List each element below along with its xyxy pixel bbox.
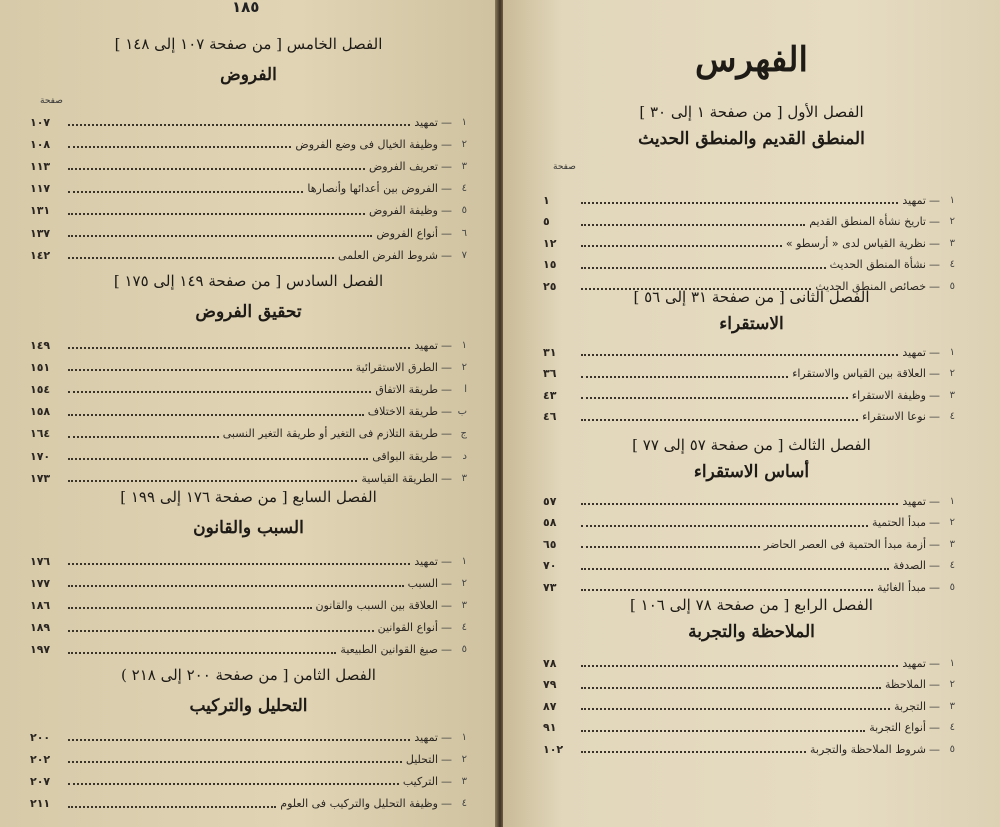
entry-title: شروط الفرض العلمى — [338, 248, 438, 262]
entry-title: نظرية القياس لدى « أرسطو » — [785, 236, 926, 250]
dot-leader — [581, 525, 868, 527]
entry-title: وظيفة الفروض — [369, 204, 438, 218]
entry-dash: — — [441, 730, 452, 744]
entry-page-number: ٦٥ — [543, 537, 557, 551]
page-number: ١٨٥ — [232, 0, 260, 16]
entry-page-number: ١١٣ — [30, 159, 51, 173]
entry-page-number: ٢٥ — [543, 279, 557, 293]
chapter-heading: الفصل الرابع [ من صفحة ٧٨ إلى ١٠٦ ] — [630, 596, 873, 614]
toc-entry — [30, 750, 467, 768]
right-page — [503, 0, 1000, 827]
dot-leader — [68, 168, 365, 170]
entry-dash: — — [929, 516, 940, 529]
dot-leader — [68, 783, 399, 785]
entry-dash: — — [441, 226, 452, 240]
entry-number: ٥ — [949, 581, 955, 593]
entry-page-number: ١٧٦ — [30, 554, 51, 568]
dot-leader — [68, 563, 410, 565]
entry-dash: — — [441, 182, 452, 196]
entry-dash: — — [929, 258, 940, 271]
dot-leader — [581, 419, 858, 421]
entry-dash: — — [929, 678, 940, 691]
entry-number: ٣ — [949, 389, 955, 401]
toc-entry — [30, 447, 467, 465]
entry-number: ٥ — [949, 743, 955, 755]
dot-leader — [581, 568, 889, 570]
entry-page-number: ٧٨ — [543, 656, 557, 670]
entry-page-number: ١٣٧ — [30, 226, 51, 240]
entry-page-number: ١٧٧ — [30, 576, 51, 590]
toc-entry — [30, 113, 467, 131]
chapter-subtitle: الاستقراء — [719, 314, 784, 334]
entry-title: أنواع الفروض — [376, 226, 438, 240]
entry-dash: — — [929, 388, 940, 402]
toc-entry — [30, 157, 467, 175]
entry-page-number: ١٤٢ — [30, 248, 51, 262]
entry-page-number: ٢٠٢ — [30, 752, 51, 766]
entry-number: ٥ — [461, 205, 467, 217]
entry-number: ١ — [461, 116, 467, 128]
entry-number: ب — [457, 406, 467, 418]
entry-title: الملاحظة — [884, 678, 926, 691]
index-title: الفهرس — [695, 40, 808, 80]
entry-title: الطريقة القياسية — [361, 471, 438, 485]
entry-title: تمهيد — [414, 115, 438, 129]
dot-leader — [68, 458, 368, 460]
entry-title: أنواع التجربة — [869, 721, 926, 734]
dot-leader — [68, 414, 364, 416]
toc-entry — [30, 336, 467, 354]
entry-title: العلاقة بين السبب والقانون — [315, 598, 438, 612]
entry-title: الطرق الاستقرائية — [355, 360, 438, 374]
dot-leader — [68, 739, 410, 741]
entry-dash: — — [441, 621, 452, 635]
entry-page-number: ١١٧ — [30, 182, 51, 196]
toc-entry — [30, 403, 467, 421]
dot-leader — [68, 369, 352, 371]
dot-leader — [68, 607, 312, 609]
dot-leader — [581, 665, 898, 667]
entry-page-number: ٨٧ — [543, 699, 557, 713]
toc-entry — [543, 719, 955, 737]
left-page — [0, 0, 497, 827]
entry-title: مبدأ الغائية — [877, 580, 926, 594]
entry-title: الصدفة — [893, 559, 926, 572]
entry-number: ٥ — [949, 280, 955, 292]
dot-leader — [68, 391, 371, 393]
toc-entry — [30, 224, 467, 242]
entry-number: ٣ — [461, 472, 467, 484]
entry-page-number: ٧٩ — [543, 678, 557, 691]
entry-page-number: ٢٠٧ — [30, 774, 51, 788]
entry-title: التركيب — [402, 774, 438, 788]
toc-entry — [30, 469, 467, 487]
entry-title: طريقة التلازم فى التغير أو طريقة التغير النسبى — [222, 427, 438, 441]
entry-dash: — — [929, 236, 940, 250]
entry-title: وظيفة التحليل والتركيب فى العلوم — [280, 797, 438, 811]
toc-entry — [543, 535, 955, 553]
dot-leader — [581, 376, 788, 378]
entry-title: نشأة المنطق الحديث — [829, 258, 926, 271]
entry-page-number: ٥ — [543, 215, 550, 228]
chapter-heading: الفصل السادس [ من صفحة ١٤٩ إلى ١٧٥ ] — [113, 272, 384, 290]
entry-number: ٤ — [949, 411, 955, 422]
toc-entry — [543, 234, 955, 252]
toc-entry — [543, 676, 955, 694]
dot-leader — [581, 224, 805, 226]
dot-leader — [68, 146, 291, 148]
entry-dash: — — [441, 405, 452, 419]
dot-leader — [68, 436, 219, 438]
entry-number: ٤ — [949, 259, 955, 270]
entry-page-number: ٢١١ — [30, 797, 51, 811]
entry-dash: — — [441, 137, 452, 151]
entry-number: ٤ — [461, 183, 467, 195]
entry-number: ١ — [461, 555, 467, 567]
dot-leader — [581, 708, 890, 710]
entry-title: الفروض بين أعدائها وأنصارها — [307, 182, 438, 196]
entry-title: تمهيد — [414, 554, 438, 568]
entry-page-number: ١٥٨ — [30, 405, 51, 419]
entry-number: ١ — [461, 731, 467, 743]
entry-page-number: ١٥١ — [30, 360, 51, 374]
toc-entry — [543, 191, 955, 209]
entry-title: شروط الملاحظة والتجربة — [810, 742, 926, 756]
entry-title: نوعا الاستقراء — [862, 410, 926, 423]
entry-title: تمهيد — [902, 656, 926, 670]
toc-entry — [543, 557, 955, 575]
toc-entry — [543, 386, 955, 404]
dot-leader — [68, 630, 374, 632]
entry-number: ٢ — [949, 368, 955, 379]
entry-dash: — — [441, 598, 452, 612]
entry-page-number: ٧٣ — [543, 580, 557, 594]
entry-dash: — — [441, 248, 452, 262]
entry-title: تمهيد — [902, 193, 926, 207]
entry-title: تمهيد — [902, 494, 926, 508]
entry-page-number: ١٨٩ — [30, 621, 51, 635]
chapter-subtitle: الملاحظة والتجربة — [688, 622, 815, 642]
entry-number: ٤ — [949, 560, 955, 571]
entry-dash: — — [929, 656, 940, 670]
entry-number: ٤ — [461, 622, 467, 634]
entry-number: ٣ — [461, 599, 467, 611]
entry-number: ٣ — [461, 160, 467, 172]
entry-title: وظيفة الخيال فى وضع الفروض — [295, 137, 438, 151]
toc-entry — [30, 619, 467, 637]
entry-dash: — — [929, 367, 940, 380]
entry-number: ١ — [461, 339, 467, 351]
entry-page-number: ٣١ — [543, 345, 557, 359]
entry-number: ٤ — [461, 798, 467, 810]
entry-dash: — — [929, 279, 940, 293]
entry-title: التجربة — [894, 699, 926, 713]
entry-page-number: ١٠٢ — [543, 742, 564, 756]
chapter-heading: الفصل الأول [ من صفحة ١ إلى ٣٠ ] — [639, 103, 864, 121]
entry-title: تمهيد — [902, 345, 926, 359]
toc-entry — [30, 552, 467, 570]
entry-dash: — — [929, 193, 940, 207]
page-column-label: صفحة — [40, 96, 63, 106]
dot-leader — [68, 806, 276, 808]
entry-title: أزمة مبدأ الحتمية فى العصر الحاضر — [763, 537, 926, 551]
toc-entry — [30, 772, 467, 790]
toc-entry — [543, 697, 955, 715]
toc-entry — [543, 740, 955, 758]
dot-leader — [581, 397, 848, 399]
entry-number: ١ — [949, 346, 955, 358]
toc-entry — [30, 180, 467, 198]
dot-leader — [581, 730, 865, 732]
entry-title: مبدأ الحتمية — [872, 516, 926, 529]
chapter-heading: الفصل السابع [ من صفحة ١٧٦ إلى ١٩٩ ] — [120, 488, 377, 506]
entry-page-number: ١٢ — [543, 236, 557, 250]
entry-page-number: ١٨٦ — [30, 598, 51, 612]
entry-page-number: ٤٦ — [543, 410, 557, 423]
dot-leader — [68, 347, 410, 349]
toc-entry — [30, 795, 467, 813]
entry-dash: — — [441, 115, 452, 129]
toc-entry — [30, 380, 467, 398]
entry-title: تعريف الفروض — [368, 159, 438, 173]
entry-number: ٢ — [461, 138, 467, 150]
entry-number: ٣ — [949, 538, 955, 550]
toc-entry — [543, 514, 955, 532]
entry-title: طريقة الاختلاف — [367, 405, 438, 419]
toc-entry — [30, 574, 467, 592]
chapter-heading: الفصل الثانى [ من صفحة ٣١ إلى ٥٦ ] — [633, 288, 870, 306]
entry-dash: — — [929, 345, 940, 359]
dot-leader — [581, 267, 826, 269]
entry-dash: — — [441, 427, 452, 441]
entry-number: ١ — [949, 495, 955, 507]
toc-entry — [543, 256, 955, 274]
toc-entry — [30, 358, 467, 376]
entry-dash: — — [441, 204, 452, 218]
entry-number: ٣ — [949, 237, 955, 249]
toc-entry — [543, 654, 955, 672]
entry-page-number: ١ — [543, 193, 550, 207]
dot-leader — [68, 191, 303, 193]
toc-entry — [30, 641, 467, 659]
entry-title: أنواع القوانين — [377, 621, 438, 635]
entry-dash: — — [929, 494, 940, 508]
entry-dash: — — [441, 338, 452, 352]
toc-entry — [30, 202, 467, 220]
entry-page-number: ١٥ — [543, 258, 557, 271]
entry-title: طريقة الاتفاق — [375, 382, 438, 396]
entry-dash: — — [441, 774, 452, 788]
entry-number: ٣ — [949, 700, 955, 712]
entry-dash: — — [441, 360, 452, 374]
entry-number: ٤ — [949, 722, 955, 733]
entry-page-number: ٩١ — [543, 721, 557, 734]
entry-page-number: ٣٦ — [543, 367, 557, 380]
entry-dash: — — [441, 576, 452, 590]
entry-title: السبب — [407, 576, 438, 590]
dot-leader — [68, 235, 372, 237]
entry-dash: — — [441, 382, 452, 396]
entry-dash: — — [929, 742, 940, 756]
entry-number: ٢ — [461, 361, 467, 373]
dot-leader — [581, 245, 782, 247]
chapter-subtitle: أساس الاستقراء — [693, 462, 810, 482]
dot-leader — [581, 354, 898, 356]
entry-number: ٥ — [461, 644, 467, 656]
entry-number: د — [462, 450, 467, 462]
entry-dash: — — [441, 159, 452, 173]
entry-title: العلاقة بين القياس والاستقراء — [792, 367, 926, 380]
dot-leader — [581, 546, 760, 548]
dot-leader — [581, 589, 873, 591]
chapter-subtitle: تحقيق الفروض — [195, 302, 302, 322]
entry-title: وظيفة الاستقراء — [851, 388, 926, 402]
entry-page-number: ١٣١ — [30, 204, 51, 218]
entry-number: ٢ — [949, 679, 955, 690]
entry-page-number: ١٤٩ — [30, 338, 51, 352]
entry-title: صيغ القوانين الطبيعية — [340, 643, 438, 657]
entry-page-number: ١٦٤ — [30, 427, 51, 441]
dot-leader — [68, 480, 357, 482]
chapter-heading: الفصل الثالث [ من صفحة ٥٧ إلى ٧٧ ] — [632, 436, 871, 454]
toc-entry — [30, 135, 467, 153]
entry-dash: — — [441, 554, 452, 568]
entry-dash: — — [929, 537, 940, 551]
entry-page-number: ٥٧ — [543, 494, 557, 508]
entry-dash: — — [441, 449, 452, 463]
entry-page-number: ١٠٨ — [30, 137, 51, 151]
entry-number: ا — [464, 383, 467, 395]
entry-number: ٣ — [461, 775, 467, 787]
toc-entry — [543, 578, 955, 596]
entry-number: ١ — [949, 194, 955, 206]
entry-number: ٢ — [949, 517, 955, 528]
entry-dash: — — [929, 721, 940, 734]
toc-entry — [543, 365, 955, 383]
chapter-heading: الفصل الثامن [ من صفحة ٢٠٠ إلى ٢١٨ ) — [121, 666, 376, 684]
entry-page-number: ١٠٧ — [30, 115, 51, 129]
toc-entry — [30, 425, 467, 443]
entry-number: ١ — [949, 657, 955, 669]
dot-leader — [68, 257, 334, 259]
page-column-label: صفحة — [553, 162, 576, 172]
dot-leader — [68, 213, 365, 215]
entry-dash: — — [441, 797, 452, 811]
entry-dash: — — [929, 559, 940, 572]
dot-leader — [68, 124, 410, 126]
entry-title: تمهيد — [414, 730, 438, 744]
entry-page-number: ٢٠٠ — [30, 730, 51, 744]
entry-page-number: ١٩٧ — [30, 643, 51, 657]
dot-leader — [68, 585, 404, 587]
entry-page-number: ٥٨ — [543, 516, 557, 529]
dot-leader — [581, 687, 881, 689]
toc-entry — [543, 213, 955, 231]
chapter-heading: الفصل الخامس [ من صفحة ١٠٧ إلى ١٤٨ ] — [114, 35, 383, 53]
entry-dash: — — [441, 752, 452, 766]
entry-number: ٢ — [461, 753, 467, 765]
toc-entry — [543, 492, 955, 510]
chapter-subtitle: التحليل والتركيب — [189, 696, 308, 716]
toc-entry — [543, 343, 955, 361]
entry-page-number: ١٧٣ — [30, 471, 51, 485]
entry-dash: — — [929, 580, 940, 594]
entry-number: ٢ — [461, 577, 467, 589]
entry-page-number: ٤٣ — [543, 388, 557, 402]
toc-entry — [30, 728, 467, 746]
dot-leader — [68, 761, 402, 763]
entry-number: ٦ — [461, 227, 467, 239]
chapter-subtitle: السبب والقانون — [193, 518, 304, 538]
dot-leader — [68, 652, 336, 654]
entry-dash: — — [929, 215, 940, 228]
toc-entry — [543, 408, 955, 426]
entry-number: ٧ — [461, 249, 467, 261]
entry-number: ج — [460, 428, 467, 440]
entry-page-number: ١٥٤ — [30, 382, 51, 396]
dot-leader — [581, 751, 806, 753]
entry-number: ٢ — [949, 216, 955, 227]
dot-leader — [581, 202, 898, 204]
chapter-subtitle: الفروض — [220, 65, 277, 85]
entry-page-number: ١٧٠ — [30, 449, 51, 463]
entry-dash: — — [441, 643, 452, 657]
entry-title: تاريخ نشأة المنطق القديم — [809, 215, 926, 228]
entry-dash: — — [929, 410, 940, 423]
toc-entry — [30, 596, 467, 614]
entry-page-number: ٧٠ — [543, 559, 557, 572]
chapter-subtitle: المنطق القديم والمنطق الحديث — [638, 129, 865, 149]
entry-title: تمهيد — [414, 338, 438, 352]
entry-title: التحليل — [405, 752, 438, 766]
entry-dash: — — [929, 699, 940, 713]
entry-title: طريقة البواقى — [372, 449, 438, 463]
toc-entry — [30, 246, 467, 264]
dot-leader — [581, 503, 898, 505]
entry-dash: — — [441, 471, 452, 485]
entry-title: خصائص المنطق الحديث — [815, 279, 926, 293]
